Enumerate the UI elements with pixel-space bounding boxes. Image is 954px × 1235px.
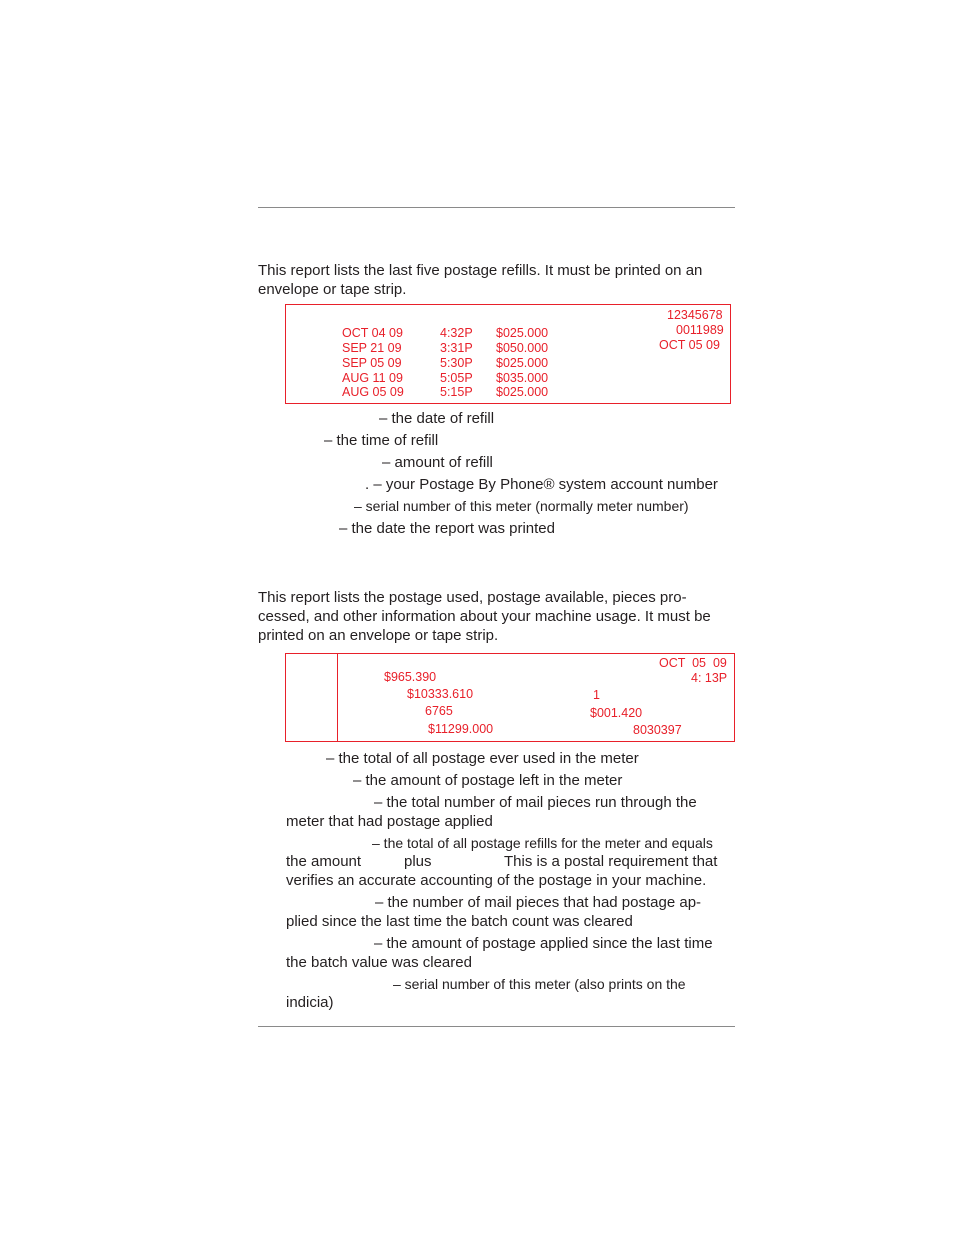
meter-serial-number: 0011989 bbox=[676, 323, 724, 337]
register-intro-line-1: This report lists the postage used, postage available, pieces pro- bbox=[258, 589, 687, 606]
batch-value-value: $001.420 bbox=[590, 706, 643, 720]
register-desc-control-2c: This is a postal requirement that bbox=[504, 853, 718, 870]
top-rule bbox=[258, 207, 735, 208]
refill-amount-3: $025.000 bbox=[496, 356, 549, 370]
register-desc-available: – the amount of postage left in the meter bbox=[353, 772, 623, 789]
register-divider bbox=[337, 654, 338, 741]
refill-time-4: 5:05P bbox=[440, 371, 473, 385]
register-desc-serial-2: indicia) bbox=[286, 994, 334, 1011]
register-desc-batch-count-2: plied since the last time the batch count was cleared bbox=[286, 913, 633, 930]
register-desc-used: – the total of all postage ever used in the meter bbox=[326, 750, 639, 767]
refill-intro-line-1: This report lists the last five postage refills. It must be printed on an bbox=[258, 262, 703, 279]
register-desc-pieces-2: meter that had postage applied bbox=[286, 813, 493, 830]
available-value: $10333.610 bbox=[407, 687, 474, 701]
register-desc-control-3: verifies an accurate accounting of the postage in your machine. bbox=[286, 872, 707, 889]
refill-time-3: 5:30P bbox=[440, 356, 473, 370]
batch-count-value: 1 bbox=[593, 688, 600, 702]
refill-date-5: AUG 05 09 bbox=[342, 385, 404, 399]
control-sum-value: $11299.000 bbox=[428, 722, 494, 736]
used-value: $965.390 bbox=[384, 670, 437, 684]
refill-desc-time: – the time of refill bbox=[324, 432, 439, 449]
refill-date-4: AUG 11 09 bbox=[342, 371, 403, 385]
refill-date-3: SEP 05 09 bbox=[342, 356, 402, 370]
register-desc-serial-1: – serial number of this meter (also prints on the bbox=[393, 976, 686, 992]
register-date: OCT 05 09 bbox=[659, 656, 727, 670]
register-time: 4: 13P bbox=[691, 671, 728, 685]
pieces-value: 6765 bbox=[425, 704, 453, 718]
register-serial: 8030397 bbox=[633, 723, 682, 737]
report-print-date: OCT 05 09 bbox=[659, 338, 720, 352]
refill-time-5: 5:15P bbox=[440, 385, 473, 399]
register-desc-pieces-1: – the total number of mail pieces run through the bbox=[374, 794, 697, 811]
refill-desc-account: . – your Postage By Phone® system account number bbox=[365, 476, 718, 493]
account-number: 12345678 bbox=[667, 308, 723, 322]
refill-amount-5: $025.000 bbox=[496, 385, 549, 399]
refill-time-2: 3:31P bbox=[440, 341, 473, 355]
refill-amount-2: $050.000 bbox=[496, 341, 549, 355]
register-desc-batch-value-1: – the amount of postage applied since the last time bbox=[374, 935, 713, 952]
bottom-rule bbox=[258, 1026, 735, 1027]
refill-intro-line-2: envelope or tape strip. bbox=[258, 281, 407, 298]
refill-amount-4: $035.000 bbox=[496, 371, 549, 385]
refill-desc-print-date: – the date the report was printed bbox=[339, 520, 555, 537]
refill-desc-amount: – amount of refill bbox=[382, 454, 493, 471]
refill-time-1: 4:32P bbox=[440, 326, 473, 340]
refill-desc-serial: – serial number of this meter (normally meter number) bbox=[354, 498, 689, 514]
register-desc-batch-value-2: the batch value was cleared bbox=[286, 954, 472, 971]
refill-date-2: SEP 21 09 bbox=[342, 341, 402, 355]
register-report-sample bbox=[285, 653, 735, 742]
register-desc-control-2b: plus bbox=[404, 853, 432, 870]
register-desc-control-2a: the amount bbox=[286, 853, 362, 870]
register-desc-batch-count-1: – the number of mail pieces that had postage ap- bbox=[375, 894, 702, 911]
refill-amount-1: $025.000 bbox=[496, 326, 549, 340]
register-desc-control-1: – the total of all postage refills for the meter and equals bbox=[372, 835, 713, 851]
refill-date-1: OCT 04 09 bbox=[342, 326, 403, 340]
refill-report-sample bbox=[285, 304, 731, 404]
register-intro-line-2: cessed, and other information about your machine usage. It must be bbox=[258, 608, 711, 625]
register-intro-line-3: printed on an envelope or tape strip. bbox=[258, 627, 499, 644]
refill-desc-date: – the date of refill bbox=[379, 410, 495, 427]
